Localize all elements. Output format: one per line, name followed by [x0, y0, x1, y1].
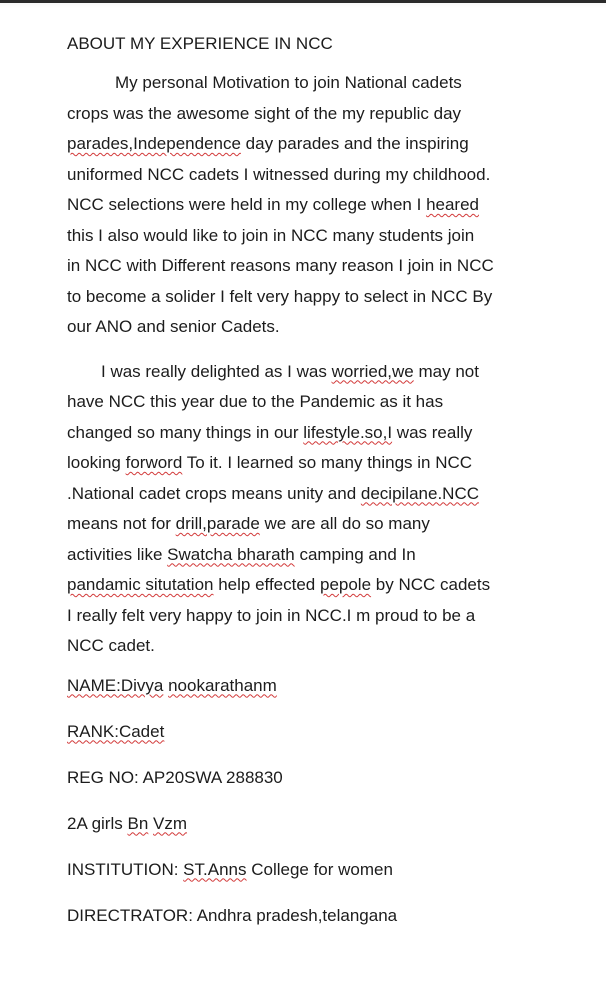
spellcheck-flagged-word: parades,Independence [67, 134, 241, 153]
text-line: changed so many things in our lifestyle.so,I was really [67, 422, 473, 442]
document-body [67, 32, 547, 950]
spellcheck-flagged-word: forword [125, 453, 183, 472]
text-line: uniformed NCC cadets I witnessed during my childhood. [67, 164, 491, 184]
text-line: this I also would like to join in NCC many students join [67, 225, 475, 245]
institution-field: INSTITUTION: ST.Anns College for women [67, 859, 393, 879]
text-line: My personal Motivation to join National cadets [115, 73, 462, 92]
text-line: activities like Swatcha bharath camping and In [67, 544, 416, 564]
spellcheck-flagged-word: pandamic situtation [67, 575, 214, 594]
reg-no-field: REG NO: AP20SWA 288830 [67, 767, 283, 787]
spellcheck-flagged-word: drill,parade [175, 514, 260, 533]
paragraph-1 [67, 68, 547, 343]
directorate-field: DIRECTRATOR: Andhra pradesh,telangana [67, 905, 398, 925]
text-line: to become a solider I felt very happy to select in NCC By [67, 286, 493, 306]
paragraphs [67, 68, 547, 662]
text-line: NCC cadet. [67, 636, 155, 655]
details-list [67, 674, 547, 928]
text-line: in NCC with Different reasons many reason I join in NCC [67, 256, 494, 275]
spellcheck-flagged-word: pepole [319, 575, 372, 594]
spellcheck-flagged-word: RANK:Cadet [67, 721, 165, 741]
top-edge-bar [0, 0, 606, 3]
name-field [67, 674, 547, 698]
text-line: pandamic situtation help effected pepole by NCC cadets [67, 575, 491, 594]
text-line: looking forword To it. I learned so many things in NCC [67, 453, 473, 472]
spellcheck-flagged-word: Vzm [153, 813, 188, 833]
rank-field [67, 720, 547, 744]
text-line: I was really delighted as I was worried,we may not [101, 361, 479, 381]
spellcheck-flagged-word: Bn [127, 813, 149, 833]
spellcheck-flagged-word: ST.Anns [183, 859, 247, 879]
text-line: .National cadet crops means unity and decipilane.NCC [67, 483, 480, 503]
text-line: NCC selections were held in my college when I heared [67, 195, 479, 214]
text-line: have NCC this year due to the Pandemic as it has [67, 392, 444, 411]
spellcheck-flagged-word: NAME:Divya [67, 675, 164, 695]
text-line: I really felt very happy to join in NCC.I m proud to be a [67, 605, 476, 625]
spellcheck-flagged-word: worried,we [331, 361, 414, 381]
spellcheck-flagged-word: nookarathanm [168, 675, 277, 695]
text-line: our ANO and senior Cadets. [67, 317, 280, 336]
spellcheck-flagged-word: decipilane.NCC [360, 483, 480, 503]
text-line: crops was the awesome sight of the my republic day [67, 103, 462, 123]
spellcheck-flagged-word: Swatcha bharath [167, 544, 295, 564]
text-line: means not for drill,parade we are all do so many [67, 514, 430, 533]
text-line: parades,Independence day parades and the inspiring [67, 134, 469, 153]
paragraph-2 [67, 357, 547, 662]
document-title: ABOUT MY EXPERIENCE IN NCC [67, 34, 333, 53]
spellcheck-flagged-word: heared [426, 195, 479, 214]
spellcheck-flagged-word: lifestyle.so,I [303, 422, 393, 442]
unit-field: 2A girls Bn Vzm [67, 813, 188, 833]
